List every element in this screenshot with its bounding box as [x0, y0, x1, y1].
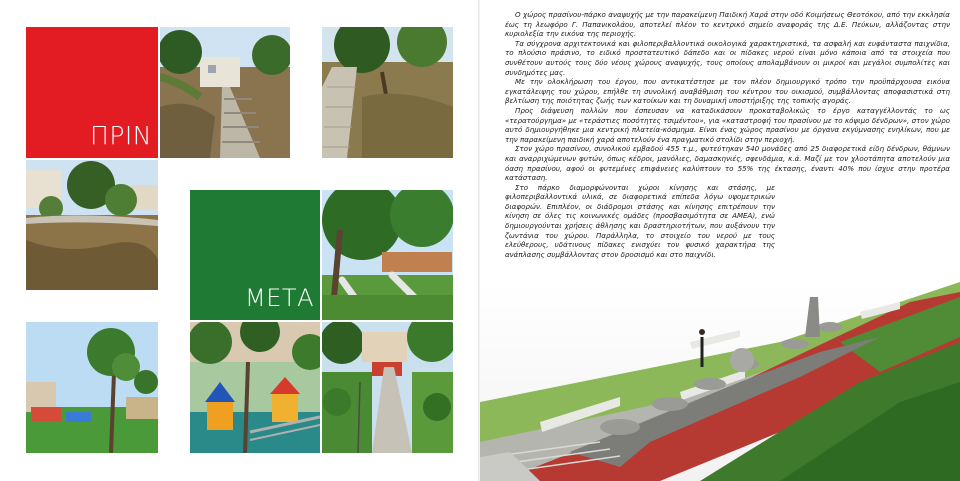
paragraph-6: Στο πάρκο διαμορφώνονται χώροι κίνησης και στάσης, με φιλοπεριβαλλοντικά υλικά, σε διαφορετικά επίπεδα λόγω υψομετρικών διαφορών. Επιπλέον, οι διάδρομοι στάσης και κίνησης επιτρέπουν την κίνηση σε όλες τις κοινωνικές ομάδες (προσβασιμότητα σε ΑΜΕΑ), ενώ δημιουργούνται χρήσεις άθλησης και δραστηριοτήτων, που αυξάνουν την ζωντάνια του χώρου. Παράλληλα, το στοιχείο του νερού με τους ελεύθερους, υδάτινους πίδακες ενισχύει τον φυσικό χαρακτήρα της ανάπλασης συμβάλλοντας στον δροσισμό και στο παιχνίδι.	[505, 182, 775, 259]
paragraph-1: Ο χώρος πρασίνου-πάρκο αναψυχής με την παρακείμενη Παιδική Χαρά στην οδό Κοιμήσεως Θεοτόκου, από την εκκλησία έως τη λεωφόρο Γ. Παπανικολάου, αποτελεί πλέον το κεντρικό σημείο αναφοράς της Δ.Ε. Πεύκων, αλλάζοντας στην κυριολεξία την εικόνα της περιοχής.	[505, 10, 950, 39]
before-label: ΠΡΙΝ	[90, 121, 152, 150]
paragraph-2: Τα σύγχρονα αρχιτεκτονικά και φιλοπεριβαλλοντικά οικολογικά χαρακτηριστικά, τα ασφαλή και ευφάνταστα παιχνίδια, το πλούσιο πράσινο, το ειδικό προστατευτικό δάπεδο και οι πίδακες νερού είναι μόνο κάποια από τα στοιχεία που συνθέτουν αυτούς τους δύο νέους χώρους αναψυχής, τους οποίους απολαμβάνουν οι μικροί και μεγάλοι συμπολίτες και συνδημότες μας.	[505, 38, 950, 77]
photo-before-stairs	[160, 27, 290, 158]
article-text	[505, 10, 950, 259]
after-label-box	[190, 190, 320, 320]
photo-after-slides	[322, 190, 453, 320]
paragraph-3: Με την ολοκλήρωση του έργου, που αντικατέστησε με τον πλέον δημιουργικό τρόπο την προϋπάρχουσα εικόνα εγκατάλειψης του χώρου, επήλθε τη συνολική αναβάθμιση του κέντρου του οικισμού, συμβάλλοντας αποφασιστικά στη βελτίωση της ποιότητας ζωής των κατοίκων και τη δυναμική υποστήριξης της τοπικής αγοράς.	[505, 77, 950, 106]
photo-before-lot	[26, 160, 158, 290]
before-label-box	[26, 27, 158, 158]
photo-after-alley	[322, 322, 453, 453]
paragraph-4: Προς διάψευση πολλών που έσπευσαν να καταδικάσουν προκαταβολικώς το έργο καταγγέλλοντάς το ως «τερατούργημα» με «τεράστιες ποσότητες τσιμέντου», για «καταστροφή του πρασίνου με το κόψιμο δένδρων», στον χώρο αυτό δημιουργήθηκε μια κεντρική πλατεία-κόσμημα. Είναι ένας χώρος πρασίνου με όργανα εκγύμνασης ενηλίκων, που με την παρακείμενη παιδική χαρά αποτελούν ένα πραγματικό στολίδι στην περιοχή.	[505, 105, 950, 144]
paragraph-5: Στον χώρο πρασίνου, συνολικού εμβαδού 455 τ.μ., φυτεύτηκαν 540 μονάδες από 25 διαφορετικά είδη δένδρων, θάμνων και αναρριχώμενων φυτών, όπως κέδροι, μανόλιες, δαμασκηνιές, σφενδάμια, κ.ά. Μαζί με τον χλοοτάπητα αποτελούν μια όαση πρασίνου, αφού οι φυτεμένες επιφάνειες καλύπτουν το 55% της έκτασης, έναντι 40% που ίσχυε στην προτέρα κατάσταση.	[505, 144, 950, 183]
park-rendering	[480, 282, 960, 481]
photo-after-playground-tree	[26, 322, 158, 453]
photo-after-playhouses	[190, 322, 320, 453]
photo-before-path	[322, 27, 453, 158]
after-label: ΜΕΤΑ	[245, 284, 314, 312]
